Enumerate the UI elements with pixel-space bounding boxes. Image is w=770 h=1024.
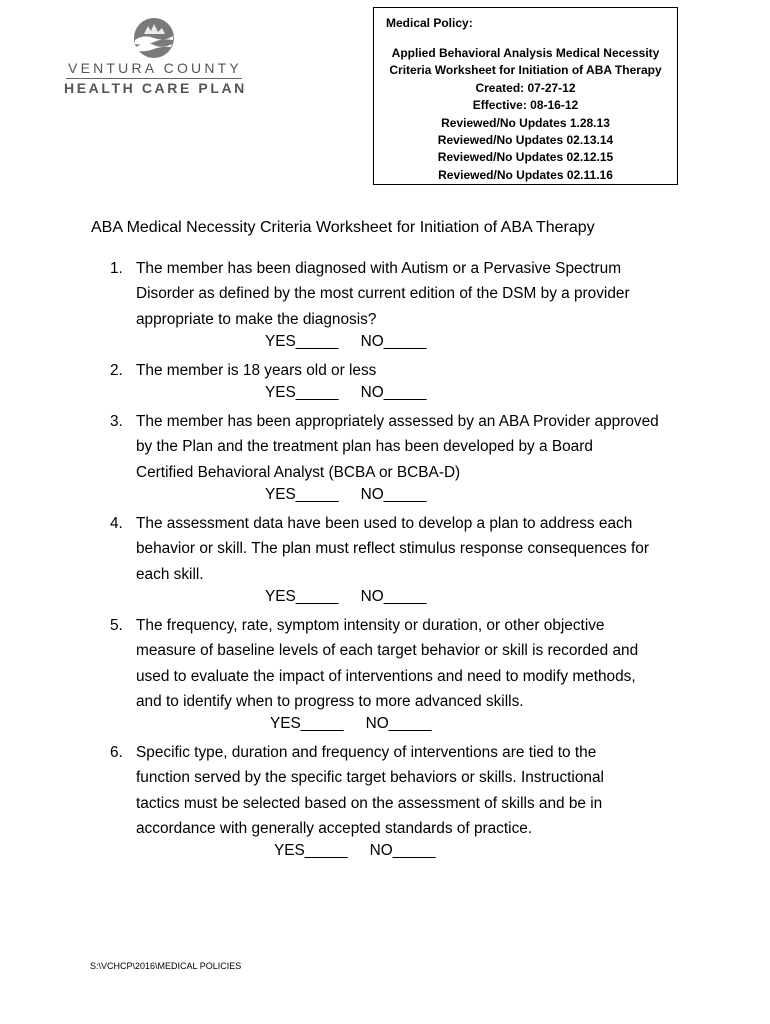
file-path-footer: S:\VCHCP\2016\MEDICAL POLICIES <box>90 961 242 971</box>
question-line: The frequency, rate, symptom intensity or duration, or other objective <box>136 617 605 634</box>
question-line: The member has been appropriately assessed by an ABA Provider approved <box>136 413 659 430</box>
no-blank[interactable]: NO_____ <box>360 588 427 605</box>
logo-divider <box>66 78 242 79</box>
yes-blank[interactable]: YES_____ <box>265 588 339 605</box>
yes-blank[interactable]: YES_____ <box>265 486 339 503</box>
question-text <box>136 511 696 587</box>
question-number: 1. <box>110 260 123 277</box>
question-line: Certified Behavioral Analyst (BCBA or BCBA-D) <box>136 463 461 481</box>
answer-line-2[interactable] <box>265 384 427 402</box>
question-text <box>136 256 696 332</box>
question-text <box>136 409 696 485</box>
logo-line-2: HEALTH CARE PLAN <box>64 80 247 96</box>
answer-line-5[interactable] <box>270 715 432 733</box>
policy-label: Medical Policy: <box>386 16 473 30</box>
logo-line-1: VENTURA COUNTY <box>68 60 242 76</box>
logo-emblem-icon <box>132 16 176 60</box>
yes-blank[interactable]: YES_____ <box>265 384 339 401</box>
question-line: Disorder as defined by the most current edition of the DSM by a provider <box>136 285 630 303</box>
answer-line-4[interactable] <box>265 588 427 606</box>
policy-line: Reviewed/No Updates 02.13.14 <box>437 133 614 148</box>
question-line: appropriate to make the diagnosis? <box>136 310 377 328</box>
answer-line-1[interactable] <box>265 333 427 351</box>
question-line: by the Plan and the treatment plan has been developed by a Board <box>136 438 593 456</box>
answer-line-6[interactable] <box>274 842 436 860</box>
yes-blank[interactable]: YES_____ <box>274 842 348 859</box>
question-line: and to identify when to progress to more advanced skills. <box>136 693 524 711</box>
question-line: behavior or skill. The plan must reflect stimulus response consequences for <box>136 540 649 558</box>
question-line: The member is 18 years old or less <box>136 362 377 379</box>
question-number: 3. <box>110 413 123 430</box>
question-number: 6. <box>110 744 123 761</box>
question-line: accordance with generally accepted standards of practice. <box>136 820 533 838</box>
policy-line: Criteria Worksheet for Initiation of ABA Therapy <box>389 63 662 78</box>
policy-line: Reviewed/No Updates 1.28.13 <box>441 115 610 130</box>
question-text <box>136 740 696 842</box>
no-blank[interactable]: NO_____ <box>360 333 427 350</box>
policy-line: Created: 07-27-12 <box>475 80 576 95</box>
no-blank[interactable]: NO_____ <box>360 486 427 503</box>
no-blank[interactable]: NO_____ <box>360 384 427 401</box>
question-line: measure of baseline levels of each target behavior or skill is recorded and <box>136 642 639 660</box>
question-line: tactics must be selected based on the assessment of skills and be in <box>136 794 603 812</box>
question-text <box>136 358 696 383</box>
question-line: used to evaluate the impact of interventions and need to modify methods, <box>136 667 636 685</box>
no-blank[interactable]: NO_____ <box>365 715 432 732</box>
question-number: 4. <box>110 515 123 532</box>
yes-blank[interactable]: YES_____ <box>270 715 344 732</box>
policy-line: Applied Behavioral Analysis Medical Necessity <box>391 46 660 60</box>
answer-line-3[interactable] <box>265 486 427 504</box>
document-title: ABA Medical Necessity Criteria Worksheet for Initiation of ABA Therapy <box>91 219 595 236</box>
question-line: The member has been diagnosed with Autism or a Pervasive Spectrum <box>136 260 622 277</box>
question-number: 2. <box>110 362 123 379</box>
question-line: Specific type, duration and frequency of interventions are tied to the <box>136 744 597 761</box>
yes-blank[interactable]: YES_____ <box>265 333 339 350</box>
policy-details <box>374 45 677 184</box>
no-blank[interactable]: NO_____ <box>369 842 436 859</box>
policy-line: Reviewed/No Updates 02.11.16 <box>438 167 613 182</box>
medical-policy-box <box>373 7 678 185</box>
organization-logo <box>64 14 246 98</box>
policy-line: Reviewed/No Updates 02.12.15 <box>437 150 614 165</box>
question-text <box>136 613 696 715</box>
question-line: The assessment data have been used to develop a plan to address each <box>136 515 633 532</box>
policy-line: Effective: 08-16-12 <box>472 98 579 113</box>
question-line: function served by the specific target behaviors or skills. Instructional <box>136 769 604 787</box>
question-line: each skill. <box>136 565 204 583</box>
question-number: 5. <box>110 617 123 634</box>
